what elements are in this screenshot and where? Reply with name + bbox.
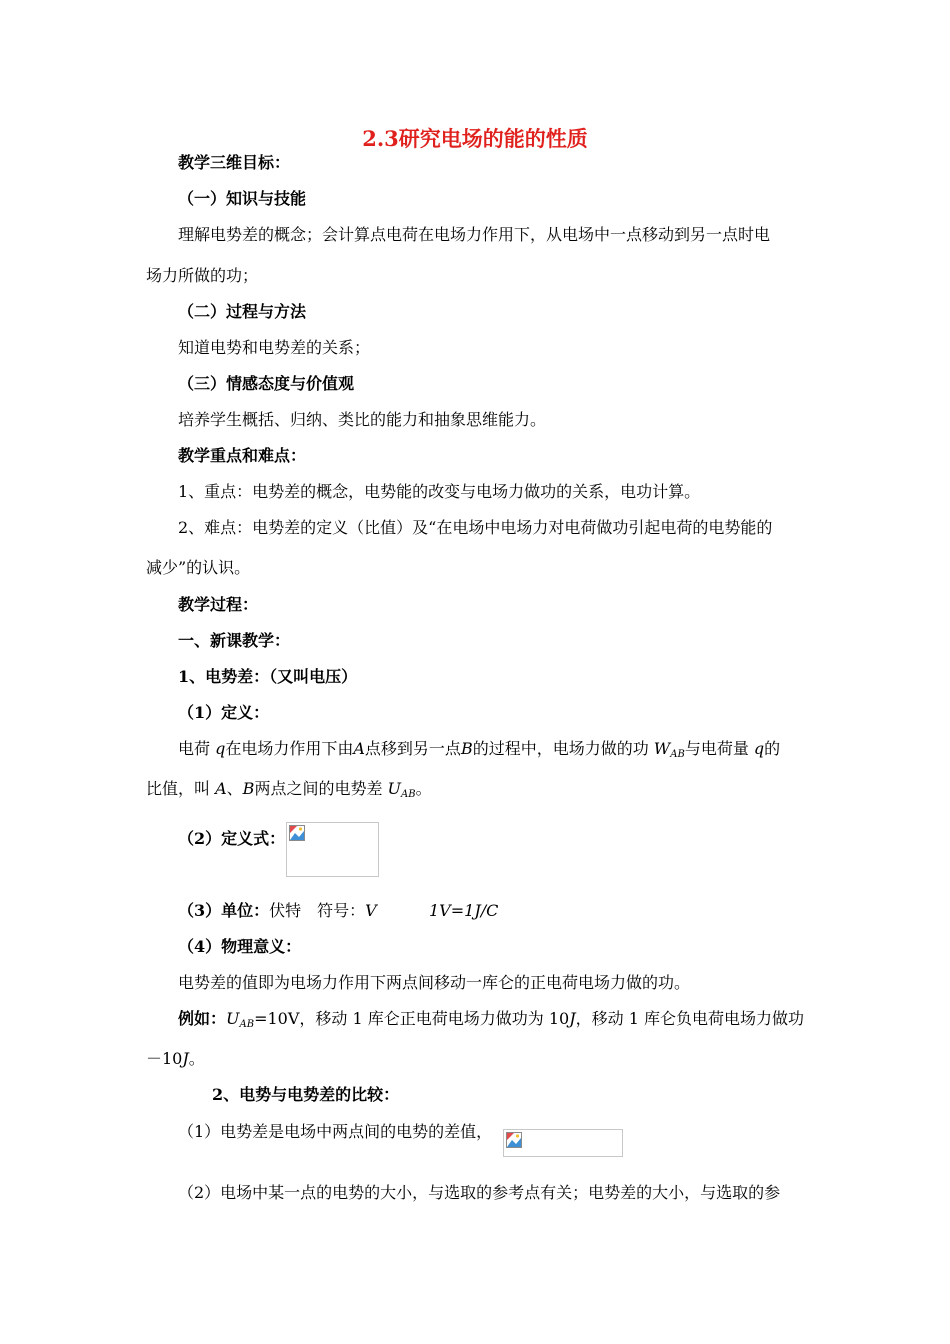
- unit-line: （3）单位：伏特 符号：V: [178, 901, 377, 920]
- example-line-2: －10J。: [146, 1049, 205, 1068]
- potential-difference-heading: 1、电势差：（又叫电压）: [178, 667, 358, 686]
- section-3-heading: （三）情感态度与价值观: [178, 374, 355, 393]
- section-1-text: 理解电势差的概念；会计算点电荷在电场力作用下，从电场中一点移动到另一点时电: [178, 225, 771, 244]
- definition-line-1: 电荷 q在电场力作用下由A点移到另一点B的过程中，电场力做的功 $W_{AB}$与电荷量 q的: [178, 739, 781, 760]
- comparison-item-1: （1）电势差是电场中两点间的电势的差值，: [178, 1122, 493, 1141]
- section-2-text: 知道电势和电势差的关系；: [178, 338, 371, 357]
- meaning-heading: （4）物理意义：: [178, 937, 302, 956]
- section-1-heading: （一）知识与技能: [178, 189, 307, 208]
- document-title: 2.3研究电场的能的性质: [362, 126, 588, 151]
- goals-heading: 教学三维目标：: [178, 153, 291, 172]
- process-heading: 教学过程：: [178, 595, 259, 614]
- new-lesson-heading: 一、新课教学：: [178, 631, 291, 650]
- broken-image-icon: [506, 1132, 522, 1148]
- formula-image-placeholder: [286, 822, 379, 877]
- key-point-2: 2、难点：电势差的定义（比值）及“在电场中电场力对电荷做功引起电荷的电势能的: [178, 518, 773, 537]
- key-point-1: 1、重点：电势差的概念，电势能的改变与电场力做功的关系，电功计算。: [178, 482, 701, 501]
- broken-image-icon: [289, 825, 305, 841]
- section-3-text: 培养学生概括、归纳、类比的能力和抽象思维能力。: [178, 410, 547, 429]
- section-2-heading: （二）过程与方法: [178, 302, 307, 321]
- comparison-formula-image-placeholder: [503, 1129, 623, 1157]
- key-point-2-cont: 减少”的认识。: [146, 558, 251, 577]
- definition-heading: （1）定义：: [178, 703, 270, 722]
- section-1-text-cont: 场力所做的功；: [146, 266, 259, 285]
- meaning-text: 电势差的值即为电场力作用下两点间移动一库仑的正电荷电场力做的功。: [178, 973, 691, 992]
- comparison-item-2: （2）电场中某一点的电势的大小，与选取的参考点有关；电势差的大小，与选取的参: [178, 1183, 781, 1202]
- comparison-heading: 2、电势与电势差的比较：: [212, 1085, 400, 1104]
- formula-heading: （2）定义式：: [178, 829, 286, 848]
- definition-line-2: 比值，叫 A、B两点之间的电势差 $U_{AB}$。: [146, 779, 432, 800]
- example-line-1: 例如：$U_{AB}=10V$，移动 1 库仑正电荷电场力做功为 10J，移动 1 库仑负电荷电场力做功: [178, 1009, 804, 1030]
- key-points-heading: 教学重点和难点：: [178, 446, 307, 465]
- unit-relation: 1V=1J/C: [429, 901, 499, 920]
